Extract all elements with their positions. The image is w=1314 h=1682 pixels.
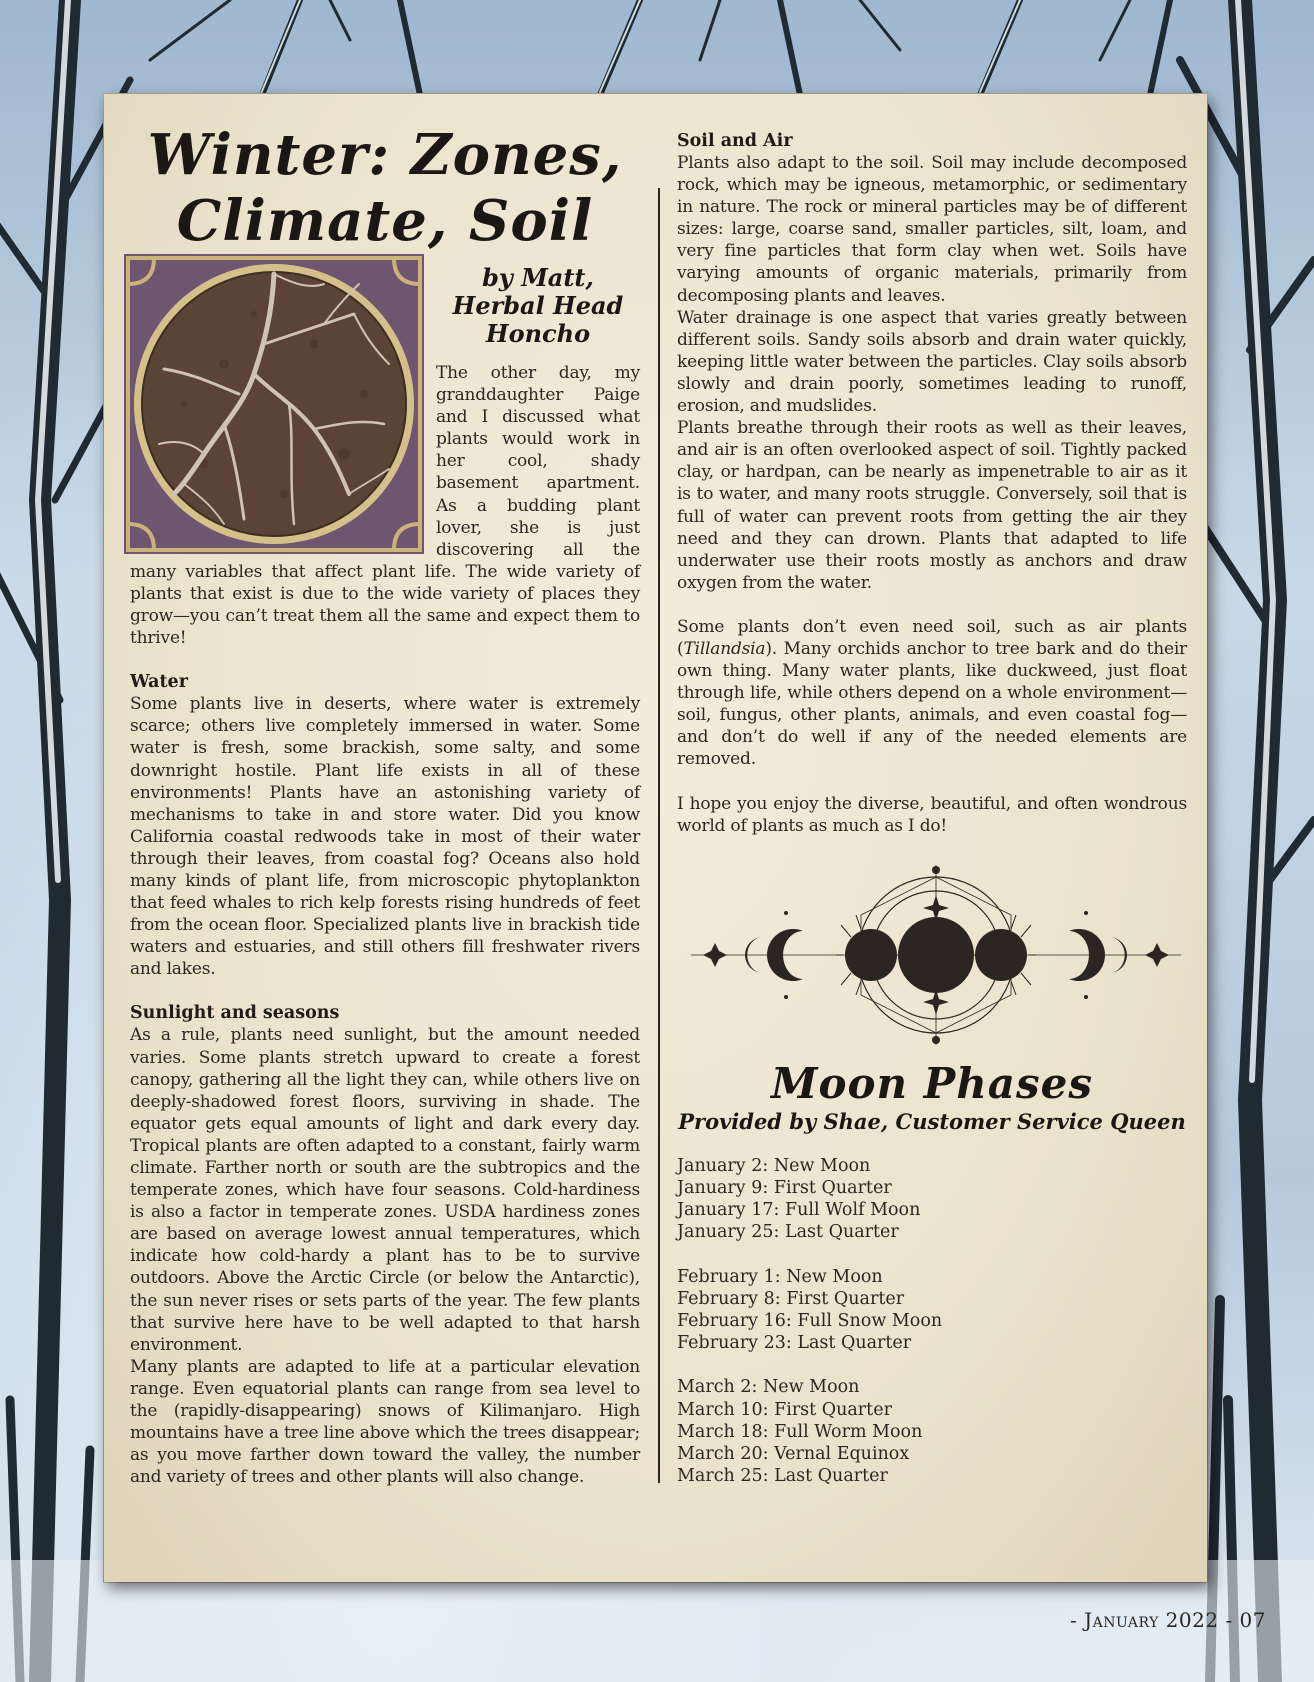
title-line-2: Climate, Soil	[176, 188, 594, 254]
article-title	[130, 122, 640, 254]
tillandsia-term: Tillandsia	[683, 638, 766, 659]
sunlight-paragraph-1: As a rule, plants need sunlight, but the amount needed varies. Some plants stretch upward to create a forest canopy, gathering all the light they can, while others live on deeply-shadowed forest floors, surviving in shade. The equator gets equal amounts of light and dark every day. Tropical plants are often adapted to a constant, fairly warm climate. Farther north or south are the subtropics and the temperate zones, which have four seasons. Cold-hardiness is also a factor in temperate zones. USDA hardiness zones are based on average lowest annual temperatures, which indicate how cold-hardy a plant has to be to survive outdoors. Above the Arctic Circle (or below the Antarctic), the sun never rises or sets parts of the year. The few plants that survive here have to be well adapted to that harsh environment.	[130, 1025, 640, 1355]
phase-entry: February 23: Last Quarter	[677, 1333, 912, 1354]
phase-entry: January 25: Last Quarter	[677, 1222, 899, 1243]
phase-entry: January 9: First Quarter	[677, 1177, 892, 1198]
moon-phases-title: Moon Phases	[770, 1058, 1094, 1108]
moon-phases-subtitle: Provided by Shae, Customer Service Queen	[678, 1108, 1186, 1134]
soil-paragraph-3: Plants breathe through their roots as well as their leaves, and air is an often overlooked aspect of soil. Tightly packed clay, or hardpan, can be nearly as impenetrable to air as it is to water, and many roots struggle. Conversely, soil that is full of water can prevent roots from getting the air they need and they can drown. Plants that adapted to life underwater use their roots mostly as anchors and draw oxygen from the water.	[677, 418, 1187, 593]
phase-entry: March 20: Vernal Equinox	[677, 1443, 910, 1464]
phase-entry: February 1: New Moon	[677, 1266, 883, 1287]
soil-roots-illustration	[124, 254, 424, 554]
left-column	[130, 112, 640, 1488]
air-plants-paragraph: Some plants don’t even need soil, such as air plants (Tillandsia). Many orchids anchor to tree bark and do their own thing. Many water plants, like duckweed, just float through life, while others depend on a whole environment—soil, fungus, other plants, animals, and even coastal fog—and don’t do well if any of the needed elements are removed.	[677, 616, 1187, 770]
title-line-1: Winter: Zones,	[147, 122, 623, 188]
sunlight-paragraph-2: Many plants are adapted to life at a particular elevation range. Even equatorial plants can range from sea level to the (rapidly-disappearing) snows of Kilimanjaro. High mountains have a tree line above which the trees disappear; as you move farther down toward the valley, the number and variety of trees and other plants will also change.	[130, 1356, 640, 1488]
intro-paragraph: The other day, my granddaughter Paige and I discussed what plants would work in her cool, shady basement apartment. As a budding plant lover, she is just discovering all the many variables that affect plant life. The wide variety of plants that exist is due to the wide variety of places they grow—you can’t treat them all the same and expect them to thrive!	[130, 363, 640, 649]
soil-paragraph-2: Water drainage is one aspect that varies greatly between different soils. Sandy soils absorb and drain water quickly, keeping little water between the particles. Clay soils absorb slowly and drain poorly, sometimes leading to runoff, erosion, and mudslides.	[677, 307, 1187, 417]
closing-paragraph: I hope you enjoy the diverse, beautiful, and often wondrous world of plants as much as I do!	[677, 793, 1187, 836]
phase-entry: February 16: Full Snow Moon	[677, 1310, 943, 1331]
january-phases	[677, 1155, 1187, 1244]
soil-paragraph-1: Plants also adapt to the soil. Soil may include decomposed rock, which may be igneous, metamorphic, or sedimentary in nature. The rock or mineral particles may be of different sizes: large, coarse sand, smaller particles, silt, loam, and very fine particles that form clay when wet. Soils have varying amounts of organic materials, primarily from decomposing plants and leaves.	[677, 153, 1187, 306]
soil-heading: Soil and Air	[677, 131, 793, 151]
phase-entry: January 17: Full Wolf Moon	[677, 1200, 921, 1221]
column-divider	[658, 188, 660, 1483]
page-folio: - January 2022 - 07	[1070, 1608, 1267, 1632]
byline-line-2: Herbal Head	[452, 291, 624, 320]
phase-entry: March 25: Last Quarter	[677, 1466, 888, 1487]
phase-entry: January 2: New Moon	[677, 1155, 871, 1176]
byline-line-1: by Matt,	[482, 263, 594, 292]
march-phases	[677, 1376, 1187, 1487]
february-phases	[677, 1266, 1187, 1355]
phase-entry: March 2: New Moon	[677, 1377, 860, 1398]
phase-entry: February 8: First Quarter	[677, 1288, 905, 1309]
sunlight-heading: Sunlight and seasons	[130, 1003, 340, 1024]
water-paragraph: Some plants live in deserts, where water is extremely scarce; others live completely immersed in water. Some water is fresh, some brackish, some salty, and some downright hostile. Plant life exists in all of these environments! Plants have an astonishing variety of mechanisms to take in and store water. Did you know California coastal redwoods take in most of their water through their leaves, from coastal fog? Oceans also hold many kinds of plant life, from microscopic phytoplankton that feed whales to rich kelp forests rising hundreds of feet from the ocean floor. Specialized plants live in brackish tide waters and estuaries, and still others fill freshwater rivers and lakes.	[130, 694, 640, 980]
phase-entry: March 18: Full Worm Moon	[677, 1421, 923, 1442]
phase-entry: March 10: First Quarter	[677, 1399, 892, 1420]
water-heading: Water	[130, 672, 188, 693]
moon-phases-ornament	[691, 865, 1181, 1045]
byline-line-3: Honcho	[485, 319, 591, 348]
right-column	[677, 130, 1187, 1487]
